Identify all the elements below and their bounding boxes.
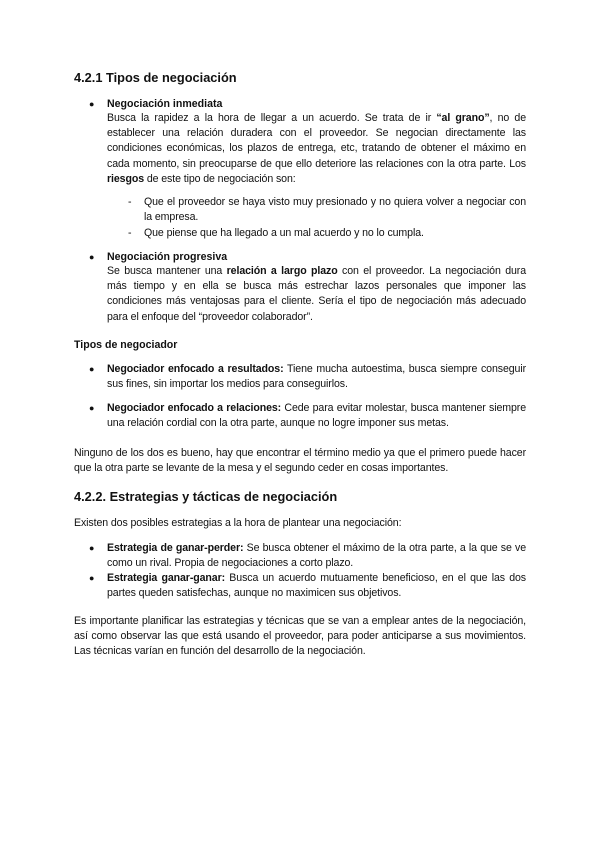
paragraph-conclusion-negociador: Ninguno de los dos es bueno, hay que encontrar el término medio ya que el primero puede hacer que la otra parte se levante de la mesa y el segundo ceder en cosas importantes.	[74, 447, 526, 475]
subheading-negociacion-inmediata: Negociación inmediata	[107, 98, 223, 110]
section-heading-tipos-negociacion: 4.2.1 Tipos de negociación	[74, 70, 237, 85]
paragraph-negociacion-progresiva: Se busca mantener una relación a largo plazo con el proveedor. La negociación dura más tiempo y en ella se busca más estrechar lazos personales que imponer las condiciones más ventajosas para el cliente. Sería el tipo de negociación más adecuado para el enfoque del “proveedor colaborador”.	[107, 265, 526, 323]
bullet-icon: ●	[89, 364, 95, 374]
dash-icon: -	[128, 196, 132, 208]
heading-tipos-negociador: Tipos de negociador	[74, 339, 178, 351]
paragraph-closing: Es importante planificar las estrategias y técnicas que se van a emplear antes de la negociación, así como observar las que está usando el proveedor, para poder anticiparse a sus movimientos. Las técnicas varían en función del desarrollo de la negociación.	[74, 615, 526, 658]
risk-item: Que el proveedor se haya visto muy presionado y no quiera volver a negociar con la empresa.	[144, 196, 526, 224]
negociador-item-resultados: Negociador enfocado a resultados: Tiene mucha autoestima, busca siempre conseguir sus fines, sin importar los medios para conseguirlos.	[107, 363, 527, 391]
negociador-item-relaciones: Negociador enfocado a relaciones: Cede para evitar molestar, busca mantener siempre una relación cordial con la otra parte, aunque no logre imponer sus metas.	[107, 402, 526, 430]
paragraph-negociacion-inmediata: Busca la rapidez a la hora de llegar a un acuerdo. Se trata de ir “al grano”, no de establecer una relación duradera con el proveedor. Se negocian directamente las condiciones económicas, los plazos de entrega, etc, tratando de obtener el máximo en cada momento, sin preocuparse de que ello deteriore las relaciones con la otra parte. Los riesgos de este tipo de negociación son:	[107, 112, 526, 185]
risk-item: Que piense que ha llegado a un mal acuerdo y no lo cumpla.	[144, 227, 424, 239]
bullet-icon: ●	[89, 543, 95, 553]
section-heading-estrategias: 4.2.2. Estrategias y tácticas de negociación	[74, 489, 338, 504]
subheading-negociacion-progresiva: Negociación progresiva	[107, 251, 228, 263]
bullet-icon: ●	[89, 252, 95, 262]
bullet-icon: ●	[89, 403, 95, 413]
bullet-icon: ●	[89, 99, 95, 109]
dash-icon: -	[128, 227, 132, 239]
estrategia-item-ganar-ganar: Estrategia ganar-ganar: Busca un acuerdo mutuamente beneficioso, en el que las dos partes queden satisfechas, aunque no maximicen sus objetivos.	[107, 572, 527, 600]
bullet-icon: ●	[89, 573, 95, 583]
estrategia-item-ganar-perder: Estrategia de ganar-perder: Se busca obtener el máximo de la otra parte, a la que se ve como un rival. Propia de negociaciones a corto plazo.	[107, 542, 526, 570]
paragraph-estrategias-intro: Existen dos posibles estrategias a la hora de plantear una negociación:	[74, 517, 402, 529]
